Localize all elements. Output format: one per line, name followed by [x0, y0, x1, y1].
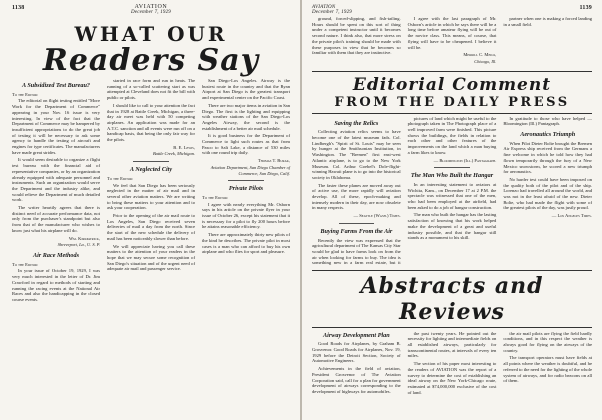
column-divider — [133, 161, 168, 162]
editorial-paragraph: When Pilot Dieter Bolte brought the Bremen Air Express ship received from the Germans a fine welcome in which he told how they had flown temporarily through the fury of a New Mexico snowstorm, he scored a new triumph for aeronautics. — [503, 140, 592, 175]
editorial-heading: Aeronautics Triumph — [520, 131, 576, 139]
letter-signature: Merrill C. Meigs, — [463, 52, 497, 58]
editorial-heading: Buying Farms From the Air — [320, 227, 393, 235]
letter-salutation: To the Editor: — [202, 194, 229, 200]
editorial-source: — Bloomington (Ill.) Pantagraph. — [433, 157, 497, 163]
editorial-paragraph: No harder test could have been imposed on the quality both of the pilot and of the ship. Lorenzo had travelled all around the world, and was not in the least afraid of the new. Dieter Bolte, who had made the flight with some of the greatest pilots of the day, was justly proud. — [503, 176, 592, 211]
letter-signature-location: Shreveport, La., U. S. P. — [57, 242, 100, 248]
abstract-paragraph: the air mail pilots are flying the field hardly conditions, and in this respect the weather is always good for flying on the airways of the country. — [503, 330, 592, 353]
letter-signature: Thomas T. Burak, — [257, 158, 290, 164]
continued-column-3 — [503, 16, 592, 68]
letter-paragraph: partner when one is making a forced landing in a small field. — [503, 16, 592, 27]
letter-paragraph: I agree with the last paragraph of Mr. Osborn's article in which he says there will be a long time before amateur flying will be out of the novice class. This means, of course, that flying will have to be cheapened. I believe it will be. — [407, 16, 497, 50]
continued-column-2 — [408, 16, 497, 68]
abstract-paragraph: The transport operators must have fields at all points where the weather is doubtful, and he referred to the need for the lighting of the whole system of airways, and for radio beacons on all of them. — [503, 355, 592, 384]
masthead-line-2: Readers Say — [42, 43, 260, 78]
letter-paragraph: The writer heartily agrees that there is distinct need of accurate performance data, not only from the purchaser's standpoint but also from that of the manufacturer who wishes to know just what his airplane will do. — [12, 205, 100, 233]
editorial-column-2 — [408, 116, 497, 266]
letter-paragraph: The editorial on flight testing entitled "More Work for the Department of Commerce" appearing in your Nov. 16 issue is very interesting. In view of the fact that the Department of Commerce may be hampered by insufficient appropriations to do the great job of testing it will be necessary to ask some agency to handle the testing of aircraft and engines for type certificates. The manufacturers have made great strides. — [12, 98, 100, 155]
editorial-column-1 — [312, 116, 401, 266]
editorial-paragraph: In gratitude to those who have helped — Bloomington (Ill.) Pantagraph. — [503, 115, 592, 127]
letter-signature-location: Chicago, Ill. — [474, 58, 497, 64]
editorial-title: Editorial Comment — [352, 74, 552, 95]
abstracts-column-2 — [408, 331, 497, 420]
editorial-paragraph: The man who built the hangar has the lasting satisfaction of knowing that his work helped make the development of a great and useful industry possible, and that the hangar still stands as a monument to his skill. — [407, 212, 497, 241]
left-date: December 7, 1929 — [131, 10, 171, 15]
letter-heading: A Subsidized Test Bureau? — [21, 82, 91, 89]
letter-paragraph: ground, forced-slipping, and fish-tailing. Hours should be spent on this sort of thing under a competent instructor until it becomes second nature. I think also, that more stress on the private pilot's training should be made with these purposes in view that he becomes so familiar with them that they are instinctive. — [312, 16, 401, 56]
letter-signature-location: Aviation Department, San Diego Chamber of Commerce, San Diego, Calif. — [210, 164, 290, 176]
editorial-paragraph: pictures of land which might be useful to the photograph taken in The Photograph place of a well improved farm were finished. This picture shows the buildings, the fields in relation to each other and other features of the improvements on the land which a man buying a farm likes to know. — [407, 115, 497, 155]
editorial-paragraph: Collecting aviation relics seems to have become one of the latest museum fads. Col. Lindbergh's "Spirit of St. Louis" may be seen by hunger at the Smithsonian Institution, in Washington. The "Bremen" first east-west Atlantic airplane, is to go to the New York Museum. Col. Arthur Goebel's Dole-flight-winning Hawaii plane is to go into the historical society in Oklahoma. — [312, 129, 401, 180]
left-page-number: 1138 — [12, 5, 25, 11]
letter-paragraph: We will appreciate having you call these matters to the attention of your readers in the hope that we may secure some recognition of San Diego's situation and of the urgent need of adequate air mail and passenger service. — [107, 243, 195, 272]
abstract-paragraph: Good Roads for Airplanes, by Graham B. Grosvenor. Good Roads for Airplanes, Nov. 19, 1929 before the Detroit Section, Society of Automotive Engineers. — [312, 341, 401, 364]
letters-column-1 — [12, 78, 100, 305]
right-magazine-name: AVIATION — [312, 5, 336, 10]
letter-paragraph: There are two major items in aviation in San Diego. The first is the lighting and equipping with weather stations of the San Diego-Los Angeles Airway, the second is the establishment of a better air mail schedule. — [202, 102, 290, 131]
readers-say-masthead — [12, 22, 290, 76]
letter-paragraph: I agree with nearly everything Mr. Osborn says in his article on the private flyer in your issue of October 26, except his statement that it is necessary for a pilot to fly 200 hours before he attains reasonable efficiency. — [202, 201, 290, 230]
editorial-heading: The Man Who Built the Hangar — [410, 172, 494, 180]
letter-paragraph: Prior to the opening of the air mail route to Los Angeles, San Diego received seven deliveries of mail a day from the north. Since the start of the new schedule the delivery of mail has been noticeably slower than before. — [107, 213, 195, 241]
letter-heading: A Neglected City — [129, 166, 173, 174]
letters-columns — [12, 78, 290, 305]
left-page — [0, 0, 300, 420]
abstracts-title: Abstracts and Reviews — [360, 272, 544, 325]
column-divider — [339, 223, 374, 224]
editorial-source: — Los Angeles Times. — [551, 213, 592, 219]
letter-salutation: To the Editor: — [12, 261, 39, 267]
right-page — [302, 0, 602, 420]
abstracts-columns — [312, 331, 592, 420]
abstract-paragraph: The section of his paper most interesting to the readers of AVIATION was the report of a survey to determine the cost of establishing an ideal airway on the New York-Chicago route, estimated at $74,000,000 exclusive of the cost of land. — [407, 361, 497, 395]
letter-signature: B. E. Lewis, — [173, 144, 195, 150]
right-page-number: 1139 — [579, 5, 592, 11]
letter-salutation: To the Editor: — [12, 91, 39, 97]
letter-paragraph: started in race form and run in heats. The running of a so-called scattering start as was attempted at Cleveland does not fit the bill with public or pilots. — [107, 78, 195, 101]
left-running-head — [12, 4, 290, 16]
letter-heading: Air Race Methods — [32, 251, 80, 259]
letter-paragraph: We feel that San Diego has been seriously neglected in the matter of air mail and in several other aviation matters. We are writing to bring these matters to your attention and to ask your cooperation. — [107, 182, 195, 211]
editorial-columns — [312, 116, 592, 266]
right-date: December 7, 1929 — [312, 10, 352, 15]
letters-column-2 — [107, 78, 195, 305]
abstract-paragraph: the past twenty years. He pointed out the necessity for lighting and intermediate fields on all established airways, particularly for transcontinental routes, at intervals of every ten miles. — [407, 330, 497, 359]
editorial-source: — Seattle (Wash.) Times. — [353, 213, 401, 219]
letter-paragraph: There are approximately thirty new pilots of the kind he describes. The private pilot in most cases is a man who can afford to buy his own airplane and who flies for sport and pleasure. — [202, 232, 290, 255]
letter-paragraph: In your issue of October 19, 1929, I was very much interested in the letter of Dr. Jim Crawford in regard to methods of starting and running the racing events at the National Air Races and also the handicapping in the closed course events. — [12, 268, 100, 302]
column-divider — [228, 180, 263, 181]
editorial-paragraph: In an interesting statement to aviators at Wichita, Kans., on December 17 at 2 P.M. the spectacle was witnessed that one of the men, who had been employed at the airfield, had been asked to do a job of hangar construction. — [407, 181, 497, 210]
letter-paragraph: I should like to call to your attention the fact that in 1928 at Battle Creek, Michigan, a three-day air meet was held with 50 competing airplanes. An application was made for an A.T.C. sanction and all events were run off on a handicap basis, that being the only fair way for the pilots. — [107, 102, 195, 143]
letter-signature-location: Battle Creek, Michigan. — [152, 151, 195, 157]
editorial-column-3 — [503, 116, 592, 266]
right-running-head — [312, 4, 592, 16]
letter-paragraph: San Diego-Los Angeles. Airway is the busiest route in the country and that the Ryan Airport at San Diego is the greatest transport and experimental center on the Pacific Coast. — [202, 78, 290, 101]
left-magazine-name: AVIATION — [134, 4, 168, 10]
editorial-paragraph: Recently the view was expressed that the agricultural department of The Kansas City Star would be glad to have farms look on from the air when looking for farms to buy. The idea is something new in a farm real estate, but it — [312, 237, 401, 266]
editorial-comment-masthead — [312, 71, 592, 114]
editorial-paragraph: The faster these planes are moved away out of active use, the more rapidly will aviation develop. All of these, epoch-making and intensely modern in their day, are now obsolete in many respects. — [312, 182, 401, 211]
abstracts-column-1 — [312, 331, 401, 420]
abstract-paragraph: Achievements in the field of aviation, President Grosvenor of The Aviation Corporation said, call for a plan for government development of airways corresponding to the development of highways for automobiles. — [312, 366, 401, 394]
abstracts-column-3 — [503, 331, 592, 420]
letter-paragraph: It would seem desirable to organize a flight test bureau with the financial aid of representative companies, or by an organization already equipped with adequate personnel and instruments. Such an organization would serve the Department and the industry alike, and would relieve the Department of much detailed work. — [12, 157, 100, 203]
editorial-heading: Saving the Relics — [334, 119, 379, 127]
editorial-subtitle: FROM THE DAILY PRESS — [334, 94, 570, 110]
letters-column-3 — [202, 78, 290, 305]
abstract-heading: Airway Development Plan — [322, 331, 390, 339]
masthead-line-1: WHAT OUR — [74, 22, 228, 46]
letter-heading: Private Pilots — [228, 185, 264, 193]
letter-signature: Wm. Kirkpatrick, — [68, 235, 100, 241]
abstracts-masthead — [312, 270, 592, 328]
continued-letters-columns — [312, 16, 592, 68]
letter-salutation: To the Editor: — [107, 175, 134, 181]
continued-column-1 — [312, 16, 401, 68]
column-divider — [434, 167, 469, 168]
letter-paragraph: It is good business for the Department of Commerce to light such routes as that from Pasco to Salt Lake, a distance of 530 miles with one round trip daily. — [202, 133, 290, 156]
